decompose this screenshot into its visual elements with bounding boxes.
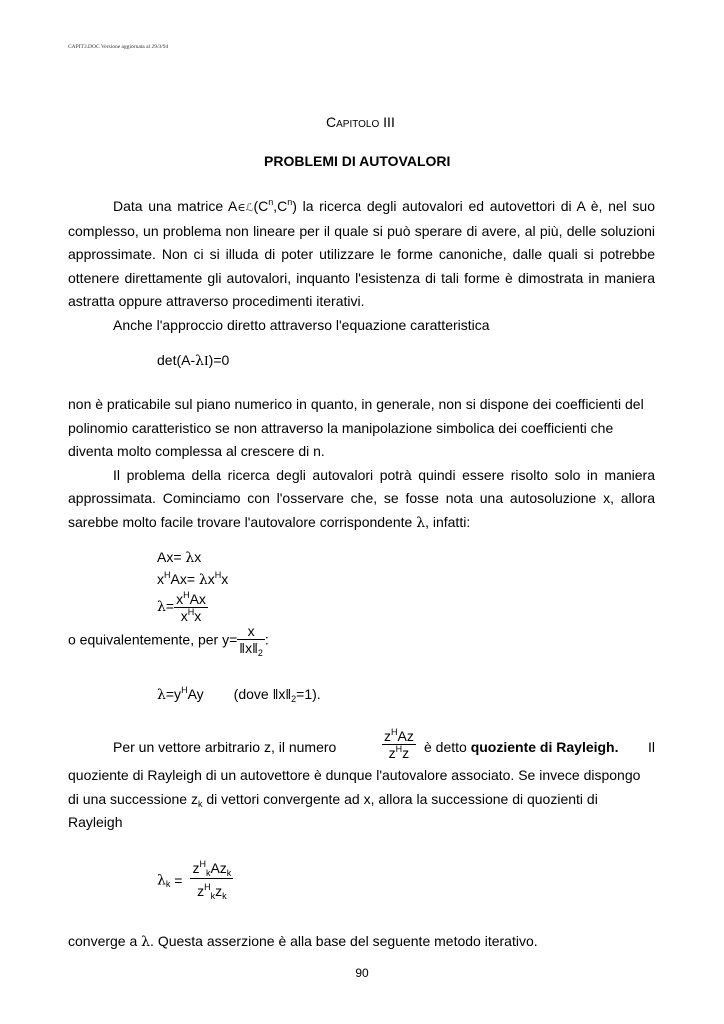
- eq4-colon: :: [264, 631, 269, 648]
- fraction-rayleigh-zk: [190, 858, 233, 903]
- eq1-text-a: Ax=: [157, 549, 186, 565]
- eq5-text-a: =y: [165, 686, 182, 702]
- rayleigh-quotient-term: quoziente di Rayleigh.: [470, 739, 619, 755]
- p5-first-line-tail: [424, 736, 619, 760]
- paragraph-1: [68, 195, 655, 314]
- eq5-text-d: =1).: [296, 686, 321, 702]
- subscript-k: k: [222, 891, 227, 901]
- subscript-k: k: [205, 868, 211, 878]
- p1-text-c: ,C: [273, 198, 288, 214]
- lambda-symbol: λ: [157, 599, 166, 616]
- superscript-h: H: [187, 607, 195, 617]
- num-ax: Ax: [189, 591, 206, 607]
- paragraph-converge: [68, 933, 538, 950]
- lambda-symbol: λ: [141, 934, 151, 950]
- equals-sign: =: [170, 872, 183, 889]
- den-z: z: [197, 883, 205, 899]
- eq1-text-b: x: [194, 549, 202, 565]
- eq5-text-b: Ay: [187, 686, 204, 702]
- num-z: z: [384, 728, 391, 744]
- p1-text-b: (C: [253, 198, 269, 214]
- p1-text-d: ) la ricerca degli autovalori ed autovettori di A è, nel suo complesso, un problema non lineare per il quale si può sperare di avere, al più, delle soluzioni approssimate. Non ci si illuda di poter utilizzare le forme canoniche, dalle quali si potrebbe ottenere direttamente gli autovalori, inquanto l'esistenza di tali forme è dimostrata in maniera astratta oppure attraverso procedimenti iterativi.: [68, 198, 656, 309]
- equation-xhax: [157, 571, 228, 588]
- p4-text-a: Il problema della ricerca degli autovalori potrà quindi essere risolto solo in maniera approssimata. Cominciamo con l'osservare che, se fosse nota una autosoluzione x, allora sarebbe molto facile trovare l'autovalore corrispondente: [68, 466, 655, 530]
- eq2-text-d: x: [221, 571, 229, 587]
- subscript-k: k: [210, 891, 216, 901]
- characteristic-equation: [157, 352, 229, 370]
- superscript-n: n: [287, 197, 293, 207]
- paragraph-2: Anche l'approccio diretto attraverso l'equazione caratteristica: [113, 316, 490, 333]
- num-z: z: [192, 860, 200, 876]
- subscript-2: 2: [257, 648, 263, 658]
- p5-text-d: quoziente di Rayleigh di un autovettore è dunque l'autovalore associato. Se invece dispongo di una successione z: [68, 767, 641, 807]
- section-title-text: PROBLEMI DI AUTOVALORI: [264, 153, 451, 169]
- paragraph-4: [68, 464, 655, 536]
- lambda-symbol: λ: [198, 572, 208, 588]
- den-x: x: [180, 608, 188, 624]
- fraction-numerator: x: [237, 623, 265, 640]
- norm-x: ‖x‖: [272, 686, 292, 702]
- paragraph-block-2: [68, 393, 655, 535]
- equation-lambda-yhay: [157, 686, 321, 703]
- superscript-h: H: [164, 570, 171, 580]
- equation-ax: [157, 549, 201, 566]
- lambda-symbol: λ: [416, 514, 426, 531]
- equation-y-definition: [68, 623, 269, 656]
- lambda-symbol: λ: [157, 872, 166, 889]
- p5-text-a: Per un vettore arbitrario z, il numero: [113, 739, 337, 755]
- fraction-rayleigh-z: [382, 728, 416, 761]
- fraction-numerator: [174, 591, 208, 608]
- eq2-text-a: x: [157, 571, 164, 587]
- document-header: CAPIT3.DOC Versione aggiornata al 29/3/94: [68, 44, 169, 50]
- superscript-h: H: [395, 744, 403, 754]
- superscript-h: H: [199, 859, 206, 869]
- eq5-text-c: (dove: [233, 686, 273, 702]
- den-z2: z: [402, 745, 410, 761]
- den-x2: x: [194, 608, 202, 624]
- p5-text-c: Il: [648, 739, 655, 755]
- lambda-symbol: λ: [195, 353, 204, 369]
- subscript-2: 2: [291, 694, 297, 704]
- equation-lambda-k: [157, 858, 233, 903]
- superscript-h: H: [204, 882, 211, 892]
- fraction-denominator: [190, 879, 233, 903]
- det-text-a: det(A-: [157, 352, 196, 368]
- norm-x: ‖x‖: [239, 640, 258, 656]
- num-x: x: [176, 591, 184, 607]
- superscript-h: H: [181, 685, 188, 695]
- p1-text-a: Data una matrice A: [113, 198, 238, 214]
- subscript-k: k: [197, 798, 203, 809]
- eq4-text-a: o equivalentemente, per y=: [68, 631, 238, 648]
- chapter-label: Capitolo III: [326, 114, 395, 130]
- paragraph-5-first-line: [68, 728, 655, 764]
- fraction-numerator: [382, 728, 416, 745]
- p5-text-b: è detto: [424, 739, 471, 755]
- superscript-h: H: [391, 727, 398, 737]
- fraction-denominator: [237, 640, 265, 656]
- superscript-n: n: [268, 197, 274, 207]
- num-az: Az: [397, 728, 414, 744]
- superscript-h: H: [183, 590, 190, 600]
- page-number: 90: [355, 966, 369, 980]
- fraction-numerator: [190, 858, 233, 879]
- paragraph-5-body: [68, 764, 655, 835]
- paragraph-3: non è praticabile sul piano numerico in quanto, in generale, non si dispone dei coefficienti del polinomio caratteristico se non attraverso la manipolazione simbolica dei coefficienti che diventa molto complessa al crescere di n.: [68, 396, 644, 459]
- den-z: z: [388, 745, 396, 761]
- p5-text-e: di vettori convergente ad x, allora la successione di quozienti di Rayleigh: [68, 790, 598, 830]
- equation-lambda-fraction: [157, 591, 208, 624]
- paragraph-rayleigh: [68, 728, 655, 835]
- num-az: Az: [210, 860, 227, 876]
- det-text-b: )=0: [208, 352, 230, 368]
- script-l-symbol: ℒ: [245, 201, 254, 214]
- superscript-h: H: [214, 570, 222, 580]
- eq2-text-c: x: [207, 571, 215, 587]
- fraction-denominator: [382, 745, 416, 761]
- identity-symbol: I: [204, 354, 209, 369]
- equals-sign: =: [165, 598, 175, 615]
- subscript-k: k: [226, 868, 232, 878]
- p6-text-b: . Questa asserzione è alla base del seguente metodo iterativo.: [150, 933, 538, 949]
- fraction-normalized-x: [237, 623, 265, 656]
- lambda-symbol: λ: [157, 687, 166, 703]
- p4-text-b: , infatti:: [425, 513, 471, 530]
- den-z2: z: [215, 883, 223, 899]
- p6-text-a: converge a: [68, 933, 142, 949]
- fraction-denominator: [174, 608, 208, 624]
- subscript-k: k: [165, 879, 171, 890]
- lambda-symbol: λ: [185, 550, 195, 566]
- eq2-text-b: Ax=: [170, 571, 199, 587]
- paragraph-intro: [68, 195, 655, 337]
- element-of-symbol: ∈: [237, 201, 246, 214]
- fraction-rayleigh-x: [174, 591, 208, 624]
